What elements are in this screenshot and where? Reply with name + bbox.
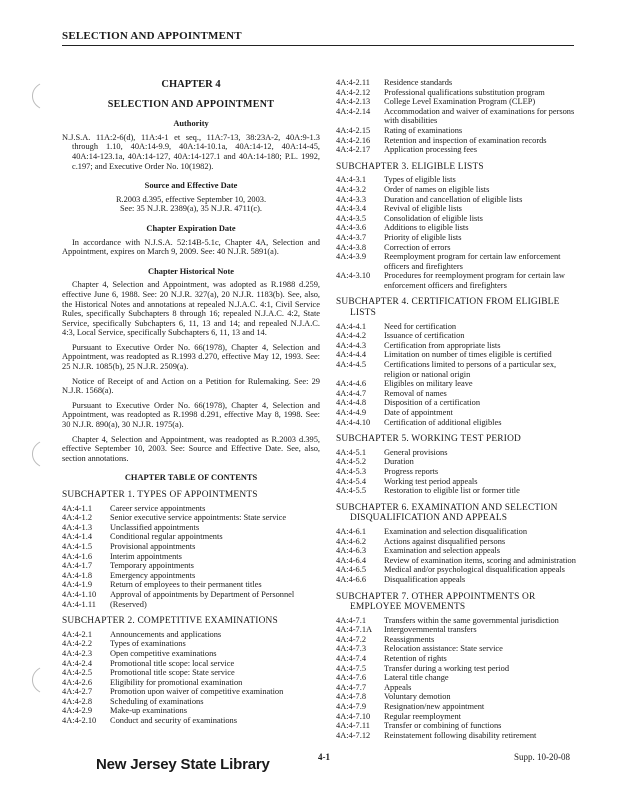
toc-heading: CHAPTER TABLE OF CONTENTS: [124, 473, 258, 483]
section-title: Professional qualifications substitution program: [384, 87, 545, 97]
section-number: 4A:4-5.3: [336, 466, 367, 476]
section-number: 4A:4-1.1: [62, 503, 93, 513]
section-number: 4A:4-4.8: [336, 398, 367, 408]
toc-entry: [336, 360, 576, 379]
section-title: Date of appointment: [384, 408, 453, 417]
section-number: 4A:4-1.10: [62, 589, 97, 599]
subchapter-title: SUBCHAPTER 2. COMPETITIVE EXAMINATIONS: [62, 616, 278, 627]
section-title: Eligibility for promotional examination: [110, 677, 243, 687]
toc-entry: [336, 635, 576, 645]
toc-entry: [336, 448, 576, 458]
toc-entry: [62, 668, 320, 678]
section-title: Restoration to eligible list or former title: [384, 486, 520, 496]
section-number: 4A:4-5.4: [336, 476, 367, 486]
subchapter-title: SUBCHAPTER 6. EXAMINATION AND SELECTION DISQUALIFICATION AND APPEALS: [336, 502, 558, 524]
toc-entry: [336, 145, 576, 155]
library-watermark: New Jersey State Library: [96, 756, 270, 773]
toc-entry: [62, 659, 320, 669]
toc-entry: [336, 322, 576, 332]
section-number: 4A:4-2.17: [336, 145, 371, 155]
section-number: 4A:4-3.8: [336, 242, 367, 252]
section-title: Certification of additional eligibles: [384, 417, 502, 427]
section-number: 4A:4-7.12: [336, 730, 371, 740]
section-title: Removal of names: [384, 388, 447, 398]
toc-entry: [62, 706, 320, 716]
section-title: Appeals: [384, 682, 412, 692]
toc-entry: [62, 639, 320, 649]
section-title: Resignation/new appointment: [384, 702, 485, 712]
section-number: 4A:4-5.2: [336, 457, 367, 467]
section-title: Emergency appointments: [110, 570, 196, 580]
subchapter-title: SUBCHAPTER 5. WORKING TEST PERIOD: [336, 434, 522, 445]
toc-entry: [336, 379, 576, 389]
toc-entry: [62, 600, 320, 610]
section-title: Relocation assistance: State service: [384, 644, 503, 654]
supplement-date: Supp. 10-20-08: [514, 752, 570, 762]
section-title: Application processing fees: [384, 145, 478, 155]
toc-entry: [62, 697, 320, 707]
section-number: 4A:4-5.1: [336, 447, 367, 457]
section-number: 4A:4-2.9: [62, 706, 93, 716]
section-number: 4A:4-2.4: [62, 658, 93, 668]
toc-entry: [62, 649, 320, 659]
section-title: Disqualification appeals: [384, 574, 466, 584]
section-number: 4A:4-2.7: [62, 687, 93, 697]
section-number: 4A:4-1.2: [62, 513, 93, 523]
section-title: Provisional appointments: [110, 541, 196, 551]
section-number: 4A:4-3.6: [336, 223, 367, 233]
toc-list: [336, 78, 576, 155]
section-number: 4A:4-3.9: [336, 252, 367, 262]
toc-entry: [336, 214, 576, 224]
toc-entry: [336, 477, 576, 487]
toc-entry: [336, 721, 576, 731]
toc-entry: [336, 683, 576, 693]
section-number: 4A:4-4.5: [336, 360, 367, 370]
authority-heading: Authority: [173, 119, 209, 129]
toc-entry: [336, 185, 576, 195]
section-title: Certifications limited to persons of a particular sex, religion or national origin: [384, 360, 557, 379]
section-title: Voluntary demotion: [384, 692, 451, 702]
toc-entry: [336, 126, 576, 136]
section-title: Retention of rights: [384, 654, 447, 664]
history-paragraph: Chapter 4, Selection and Appointment, was adopted as R.1988 d.259, effective June 6, 1988. See: 20 N.J.R. 327(a), 20 N.J.R. 1183(b). See, also, the Historical Notes and annotations at repealed N.J.A.C. 4:1, Civil Service Rules, specifically Subchapters 8 through 16; repealed N.J.A.C. 4:2, State Service, specifically Subchapters 6, 11, 13 and 14; and repealed N.J.A.C. 4:3, Local Service, specifically Subchapters 6, 11, 13 and 14.: [62, 280, 320, 338]
section-number: 4A:4-7.7: [336, 682, 367, 692]
section-number: 4A:4-6.1: [336, 526, 367, 536]
punch-hole-mark: [28, 82, 44, 110]
section-number: 4A:4-7.9: [336, 702, 367, 712]
toc-entry: [336, 136, 576, 146]
section-number: 4A:4-7.6: [336, 673, 367, 683]
section-number: 4A:4-7.11: [336, 721, 370, 731]
section-number: 4A:4-3.1: [336, 175, 367, 185]
section-number: 4A:4-2.8: [62, 696, 93, 706]
section-title: Open competitive examinations: [110, 648, 217, 658]
toc-list: [62, 630, 320, 726]
section-title: Examination and selection appeals: [384, 546, 501, 556]
subchapter-title: SUBCHAPTER 7. OTHER APPOINTMENTS OR EMPLOYEE MOVEMENTS: [336, 591, 536, 613]
toc-entry: [336, 712, 576, 722]
toc-entry: [336, 331, 576, 341]
section-number: 4A:4-2.2: [62, 639, 93, 649]
toc-entry: [336, 243, 576, 253]
toc-list: [336, 322, 576, 428]
section-number: 4A:4-4.2: [336, 331, 367, 341]
toc-entry: [62, 561, 320, 571]
section-title: Priority of eligible lists: [384, 232, 462, 242]
toc-entry: [336, 107, 576, 126]
section-number: 4A:4-6.5: [336, 565, 367, 575]
section-title: Promotional title scope: State service: [110, 668, 235, 678]
section-number: 4A:4-4.4: [336, 350, 367, 360]
section-number: 4A:4-3.2: [336, 184, 367, 194]
toc-entry: [336, 673, 576, 683]
section-title: Duration: [384, 457, 414, 467]
toc-entry: [336, 223, 576, 233]
section-title: Promotional title scope: local service: [110, 658, 235, 668]
section-number: 4A:4-1.9: [62, 580, 93, 590]
section-title: (Reserved): [110, 599, 147, 609]
section-number: 4A:4-2.3: [62, 648, 93, 658]
section-title: Lateral title change: [384, 673, 449, 683]
section-title: Senior executive service appointments: State service: [110, 513, 287, 523]
toc-entry: [336, 546, 576, 556]
section-number: 4A:4-6.4: [336, 555, 367, 565]
toc-entry: [336, 350, 576, 360]
section-title: Regular reemployment: [384, 711, 461, 721]
section-title: Types of examinations: [110, 639, 186, 649]
section-title: Revival of eligible lists: [384, 204, 462, 214]
section-number: 4A:4-4.1: [336, 321, 367, 331]
toc-list: [62, 504, 320, 610]
section-title: Accommodation and waiver of examinations for persons with disabilities: [384, 106, 575, 126]
toc-entry: [336, 389, 576, 399]
section-title: Announcements and applications: [110, 629, 222, 639]
toc-entry: [62, 687, 320, 697]
section-number: 4A:4-6.6: [336, 574, 367, 584]
section-number: 4A:4-7.1A: [336, 625, 373, 635]
chapter-title: SELECTION AND APPOINTMENT: [107, 98, 275, 110]
section-title: Medical and/or psychological disqualification appeals: [384, 565, 565, 575]
section-title: Scheduling of examinations: [110, 696, 204, 706]
expiration-text: In accordance with N.J.S.A. 52:14B-5.1c, Chapter 4A, Selection and Appointment, expires on March 9, 2009. See: 40 N.J.R. 5891(a).: [62, 237, 320, 257]
chapter-number: CHAPTER 4: [161, 79, 221, 90]
section-title: Interim appointments: [110, 551, 182, 561]
history-heading: Chapter Historical Note: [148, 266, 234, 276]
toc-entry: [336, 78, 576, 88]
section-number: 4A:4-1.5: [62, 541, 93, 551]
section-number: 4A:4-1.3: [62, 522, 93, 532]
section-number: 4A:4-2.6: [62, 677, 93, 687]
section-number: 4A:4-7.5: [336, 663, 367, 673]
section-title: Reassignments: [384, 634, 435, 644]
toc-entry: [336, 467, 576, 477]
section-number: 4A:4-7.4: [336, 654, 367, 664]
section-number: 4A:4-3.7: [336, 232, 367, 242]
toc-entry: [62, 580, 320, 590]
section-number: 4A:4-1.4: [62, 532, 93, 542]
section-number: 4A:4-2.15: [336, 125, 371, 135]
toc-entry: [62, 504, 320, 514]
section-title: Eligibles on military leave: [384, 379, 473, 389]
toc-entry: [62, 552, 320, 562]
section-title: Conduct and security of examinations: [110, 716, 237, 726]
section-title: Unclassified appointments: [110, 522, 200, 532]
section-title: Transfers within the same governmental jurisdiction: [384, 615, 559, 625]
toc-entry: [336, 565, 576, 575]
right-column: [336, 78, 576, 740]
section-title: Intergovernmental transfers: [384, 625, 477, 635]
toc-entry: [336, 537, 576, 547]
toc-entry: [62, 716, 320, 726]
section-number: 4A:4-3.4: [336, 204, 367, 214]
section-number: 4A:4-7.2: [336, 634, 367, 644]
toc-list: [336, 448, 576, 496]
section-number: 4A:4-2.11: [336, 78, 370, 87]
section-number: 4A:4-1.11: [62, 599, 96, 609]
history-paragraph: Pursuant to Executive Order No. 66(1978), Chapter 4, Selection and Appointment, was readopted as R.1993 d.270, effective May 12, 1993. See: 25 N.J.R. 1085(b), 25 N.J.R. 2509(a).: [62, 342, 320, 372]
toc-entry: [62, 590, 320, 600]
toc-entry: [62, 523, 320, 533]
expiration-heading: Chapter Expiration Date: [146, 223, 236, 233]
page-number: 4-1: [318, 752, 330, 762]
section-number: 4A:4-2.12: [336, 87, 371, 97]
section-title: Disposition of a certification: [384, 398, 481, 408]
toc-entry: [62, 571, 320, 581]
toc-entry: [336, 175, 576, 185]
toc-entry: [336, 398, 576, 408]
section-number: 4A:4-5.5: [336, 486, 367, 496]
toc-entry: [336, 88, 576, 98]
section-title: Return of employees to their permanent titles: [110, 580, 262, 590]
authority-text: N.J.S.A. 11A:2-6(d), 11A:4-1 et seq., 11A:7-13, 38:23A-2, 40A:9-1.3 through 1.10, 40A:14-9.9, 40A:14-10.1a, 40A:14-12, 40A:14-45, 40A:14-123.1a, 40A:14-127, 40A:14-127.1 and 40A:14-180; P.L. 1992, c.197; and Executive Order No. 10(1982).: [62, 132, 320, 171]
section-title: Types of eligible lists: [384, 175, 456, 185]
toc-entry: [336, 556, 576, 566]
toc-entry: [336, 616, 576, 626]
subchapter-title: SUBCHAPTER 4. CERTIFICATION FROM ELIGIBLE LISTS: [336, 297, 560, 319]
section-number: 4A:4-7.10: [336, 711, 371, 721]
source-heading: Source and Effective Date: [144, 181, 238, 191]
toc-entry: [336, 654, 576, 664]
toc-list: [336, 527, 576, 585]
toc-list: [336, 616, 576, 741]
section-title: Limitation on number of times eligible is certified: [384, 350, 552, 360]
toc-entry: [336, 341, 576, 351]
section-number: 4A:4-4.10: [336, 417, 371, 427]
section-number: 4A:4-3.3: [336, 194, 367, 204]
section-number: 4A:4-4.7: [336, 388, 367, 398]
toc-entry: [62, 532, 320, 542]
history-paragraph: Notice of Receipt of and Action on a Petition for Rulemaking. See: 29 N.J.R. 1568(a).: [62, 376, 320, 396]
toc-entry: [336, 527, 576, 537]
section-number: 4A:4-4.6: [336, 379, 367, 389]
section-title: Examination and selection disqualification: [384, 526, 528, 536]
section-title: Certification from appropriate lists: [384, 340, 501, 350]
section-title: Residence standards: [384, 78, 453, 87]
header-rule: [62, 45, 574, 46]
section-number: 4A:4-7.8: [336, 692, 367, 702]
section-title: Actions against disqualified persons: [384, 536, 506, 546]
section-title: Retention and inspection of examination records: [384, 135, 547, 145]
section-number: 4A:4-1.6: [62, 551, 93, 561]
history-paragraph: Chapter 4, Selection and Appointment, was readopted as R.2003 d.395, effective September 10, 2003. See: Source and Effective Date. See, also, section annotations.: [62, 434, 320, 463]
section-title: Approval of appointments by Department of Personnel: [110, 589, 295, 599]
left-column: [62, 76, 320, 726]
source-line: See: 35 N.J.R. 2389(a), 35 N.J.R. 4711(c).: [119, 204, 263, 214]
section-title: Reemployment program for certain law enforcement officers and firefighters: [384, 252, 561, 271]
section-title: Issuance of certification: [384, 331, 465, 341]
section-title: Rating of examinations: [384, 125, 463, 135]
subchapter-title: SUBCHAPTER 1. TYPES OF APPOINTMENTS: [62, 490, 258, 500]
section-number: 4A:4-2.13: [336, 97, 371, 107]
section-title: College Level Examination Program (CLEP): [384, 97, 536, 107]
toc-entry: [336, 408, 576, 418]
punch-hole-mark: [28, 440, 44, 468]
toc-entry: [336, 457, 576, 467]
section-title: Career service appointments: [110, 503, 206, 513]
section-title: Duration and cancellation of eligible lists: [384, 194, 523, 204]
section-number: 4A:4-3.5: [336, 213, 367, 223]
subchapter-title: SUBCHAPTER 3. ELIGIBLE LISTS: [336, 161, 484, 172]
section-number: 4A:4-6.2: [336, 536, 367, 546]
toc-entry: [62, 542, 320, 552]
toc-entry: [62, 678, 320, 688]
toc-entry: [336, 233, 576, 243]
section-title: Transfer during a working test period: [384, 663, 510, 673]
toc-entry: [336, 575, 576, 585]
section-title: General provisions: [384, 447, 448, 457]
toc-entry: [336, 204, 576, 214]
section-title: Promotion upon waiver of competitive examination: [110, 687, 284, 697]
toc-entry: [336, 625, 576, 635]
section-title: Working test period appeals: [384, 476, 478, 486]
section-number: 4A:4-7.1: [336, 615, 367, 625]
toc-entry: [62, 513, 320, 523]
toc-entry: [336, 731, 576, 741]
section-number: 4A:4-2.14: [336, 106, 371, 116]
section-title: Review of examination items, scoring and administration: [384, 555, 576, 565]
section-title: Temporary appointments: [110, 561, 194, 571]
section-number: 4A:4-2.1: [62, 629, 93, 639]
section-title: Correction of errors: [384, 242, 451, 252]
section-number: 4A:4-6.3: [336, 546, 367, 556]
section-title: Order of names on eligible lists: [384, 184, 490, 194]
section-title: Consolidation of eligible lists: [384, 213, 483, 223]
running-head: SELECTION AND APPOINTMENT: [62, 30, 242, 42]
toc-entry: [336, 486, 576, 496]
toc-list: [336, 175, 576, 290]
punch-hole-mark: [28, 666, 44, 694]
section-number: 4A:4-1.8: [62, 570, 93, 580]
section-title: Make-up examinations: [110, 706, 187, 716]
section-number: 4A:4-2.10: [62, 716, 97, 726]
toc-entry: [336, 418, 576, 428]
section-title: Transfer or combining of functions: [384, 721, 502, 731]
toc-entry: [336, 702, 576, 712]
section-title: Need for certification: [384, 321, 457, 331]
section-title: Reinstatement following disability retirement: [384, 730, 537, 740]
toc-entry: [336, 692, 576, 702]
section-title: Conditional regular appointments: [110, 532, 223, 542]
section-number: 4A:4-3.10: [336, 271, 371, 281]
section-title: Additions to eligible lists: [384, 223, 469, 233]
section-title: Procedures for reemployment program for certain law enforcement officers and firefighters: [384, 271, 565, 290]
section-title: Progress reports: [384, 466, 439, 476]
section-number: 4A:4-4.3: [336, 340, 367, 350]
section-number: 4A:4-2.16: [336, 135, 371, 145]
section-number: 4A:4-7.3: [336, 644, 367, 654]
toc-entry: [336, 252, 576, 271]
toc-entry: [336, 644, 576, 654]
section-number: 4A:4-1.7: [62, 561, 93, 571]
toc-entry: [62, 630, 320, 640]
section-number: 4A:4-4.9: [336, 408, 367, 417]
toc-entry: [336, 97, 576, 107]
history-paragraph: Pursuant to Executive Order No. 66(1978), Chapter 4, Selection and Appointment, was readopted as R.1998 d.291, effective May 8, 1998. See: 30 N.J.R. 890(a), 30 N.J.R. 1975(a).: [62, 400, 320, 430]
toc-entry: [336, 664, 576, 674]
toc-entry: [336, 271, 576, 290]
section-number: 4A:4-2.5: [62, 668, 93, 678]
source-line: R.2003 d.395, effective September 10, 2003.: [115, 194, 267, 204]
toc-entry: [336, 195, 576, 205]
